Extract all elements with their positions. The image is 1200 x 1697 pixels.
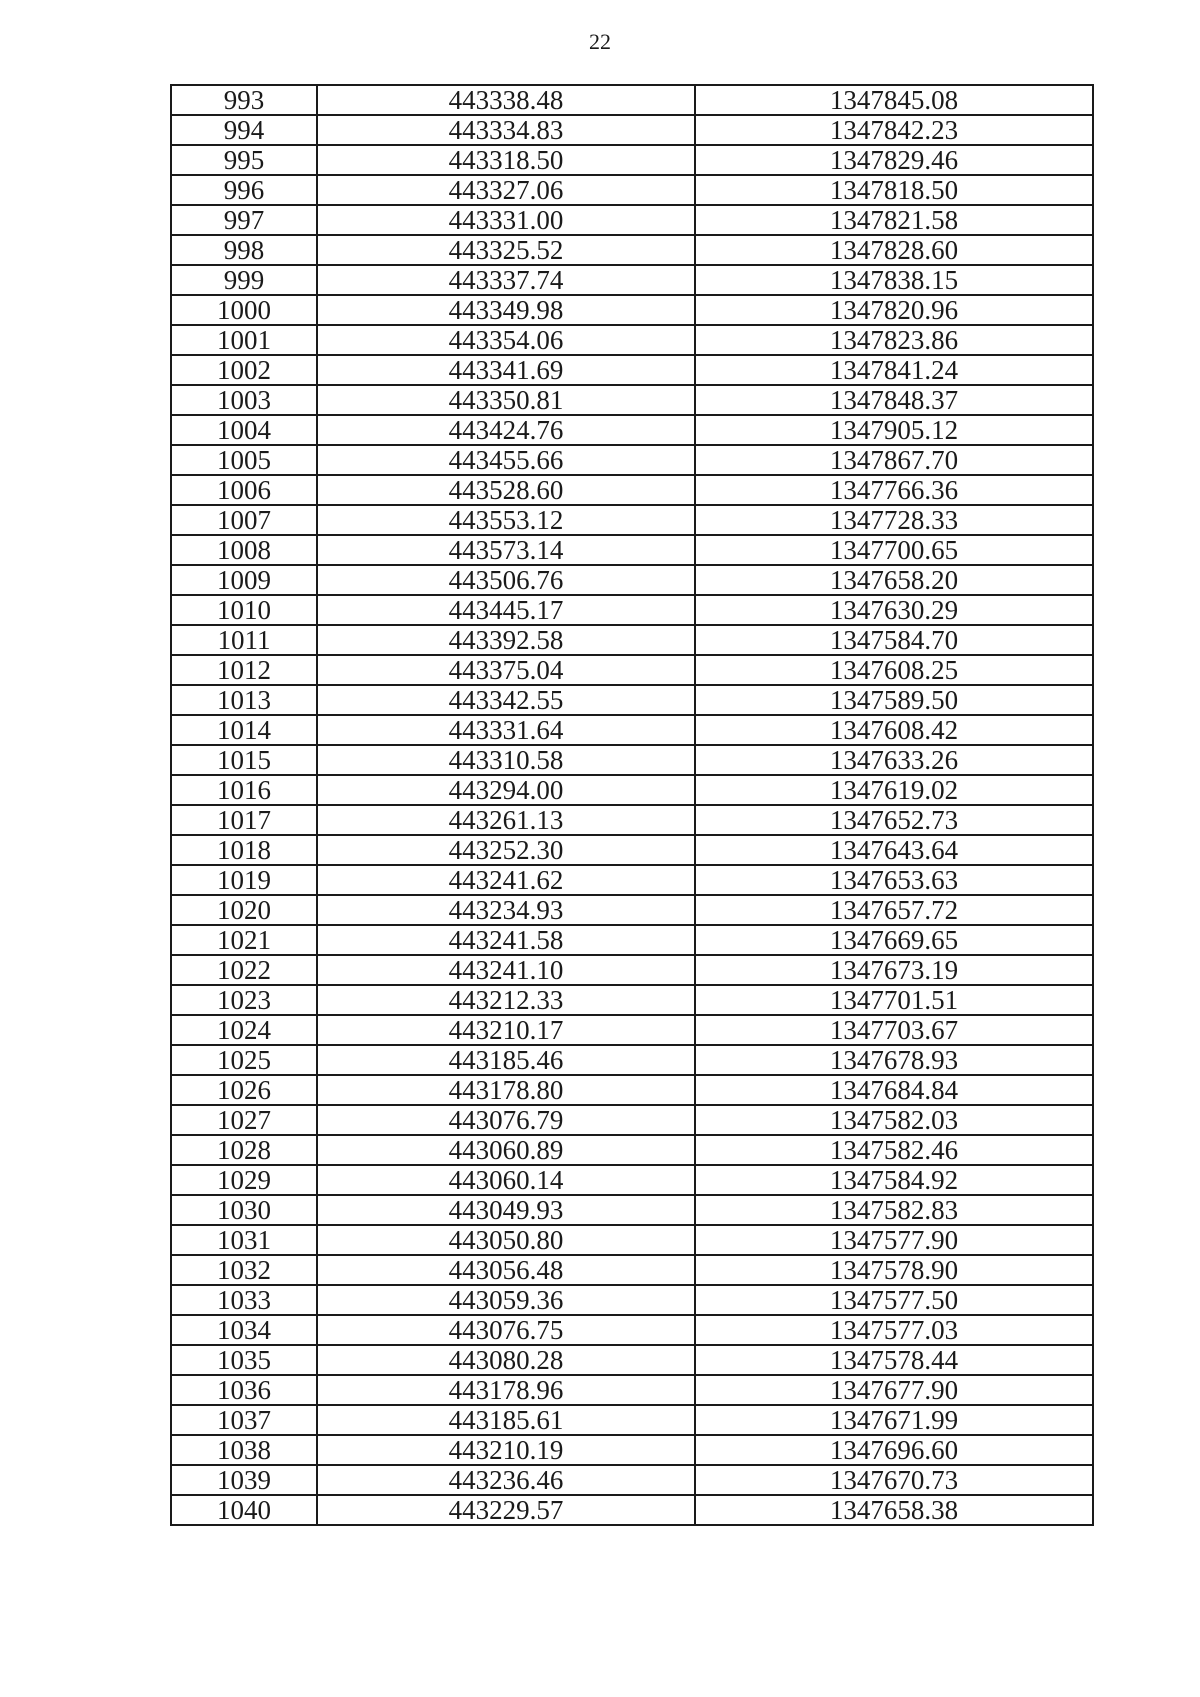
x-coordinate-cell: 443234.93: [317, 895, 695, 925]
y-coordinate-cell: 1347652.73: [695, 805, 1093, 835]
y-coordinate-cell: 1347841.24: [695, 355, 1093, 385]
point-number-cell: 999: [171, 265, 317, 295]
point-number-cell: 1000: [171, 295, 317, 325]
table-row: [171, 1225, 1093, 1255]
table-row: [171, 895, 1093, 925]
y-coordinate-cell: 1347703.67: [695, 1015, 1093, 1045]
point-number-cell: 998: [171, 235, 317, 265]
x-coordinate-cell: 443392.58: [317, 625, 695, 655]
y-coordinate-cell: 1347821.58: [695, 205, 1093, 235]
y-coordinate-cell: 1347673.19: [695, 955, 1093, 985]
point-number-cell: 1024: [171, 1015, 317, 1045]
point-number-cell: 1030: [171, 1195, 317, 1225]
table-row: [171, 655, 1093, 685]
point-number-cell: 1009: [171, 565, 317, 595]
point-number-cell: 1003: [171, 385, 317, 415]
table-row: [171, 1345, 1093, 1375]
x-coordinate-cell: 443050.80: [317, 1225, 695, 1255]
y-coordinate-cell: 1347838.15: [695, 265, 1093, 295]
x-coordinate-cell: 443236.46: [317, 1465, 695, 1495]
y-coordinate-cell: 1347684.84: [695, 1075, 1093, 1105]
point-number-cell: 1023: [171, 985, 317, 1015]
table-row: [171, 1405, 1093, 1435]
x-coordinate-cell: 443331.64: [317, 715, 695, 745]
point-number-cell: 1032: [171, 1255, 317, 1285]
coordinates-table: [170, 84, 1094, 1526]
table-row: [171, 235, 1093, 265]
table-row: [171, 1495, 1093, 1525]
table-row: [171, 175, 1093, 205]
point-number-cell: 1034: [171, 1315, 317, 1345]
y-coordinate-cell: 1347728.33: [695, 505, 1093, 535]
x-coordinate-cell: 443337.74: [317, 265, 695, 295]
y-coordinate-cell: 1347828.60: [695, 235, 1093, 265]
y-coordinate-cell: 1347582.03: [695, 1105, 1093, 1135]
x-coordinate-cell: 443455.66: [317, 445, 695, 475]
table-row: [171, 1165, 1093, 1195]
y-coordinate-cell: 1347677.90: [695, 1375, 1093, 1405]
point-number-cell: 1029: [171, 1165, 317, 1195]
x-coordinate-cell: 443178.96: [317, 1375, 695, 1405]
point-number-cell: 1018: [171, 835, 317, 865]
table-row: [171, 205, 1093, 235]
point-number-cell: 1031: [171, 1225, 317, 1255]
x-coordinate-cell: 443049.93: [317, 1195, 695, 1225]
table-row: [171, 925, 1093, 955]
table-row: [171, 1255, 1093, 1285]
table-row: [171, 145, 1093, 175]
point-number-cell: 1011: [171, 625, 317, 655]
x-coordinate-cell: 443059.36: [317, 1285, 695, 1315]
point-number-cell: 1036: [171, 1375, 317, 1405]
table-row: [171, 475, 1093, 505]
point-number-cell: 1008: [171, 535, 317, 565]
y-coordinate-cell: 1347669.65: [695, 925, 1093, 955]
table-row: [171, 625, 1093, 655]
x-coordinate-cell: 443334.83: [317, 115, 695, 145]
y-coordinate-cell: 1347842.23: [695, 115, 1093, 145]
y-coordinate-cell: 1347658.20: [695, 565, 1093, 595]
point-number-cell: 1037: [171, 1405, 317, 1435]
table-row: [171, 1015, 1093, 1045]
y-coordinate-cell: 1347670.73: [695, 1465, 1093, 1495]
point-number-cell: 1017: [171, 805, 317, 835]
table-row: [171, 865, 1093, 895]
y-coordinate-cell: 1347766.36: [695, 475, 1093, 505]
x-coordinate-cell: 443210.17: [317, 1015, 695, 1045]
table-row: [171, 745, 1093, 775]
x-coordinate-cell: 443318.50: [317, 145, 695, 175]
x-coordinate-cell: 443076.79: [317, 1105, 695, 1135]
x-coordinate-cell: 443076.75: [317, 1315, 695, 1345]
table-row: [171, 775, 1093, 805]
y-coordinate-cell: 1347696.60: [695, 1435, 1093, 1465]
point-number-cell: 1022: [171, 955, 317, 985]
x-coordinate-cell: 443424.76: [317, 415, 695, 445]
point-number-cell: 1013: [171, 685, 317, 715]
x-coordinate-cell: 443375.04: [317, 655, 695, 685]
table-row: [171, 1135, 1093, 1165]
table-row: [171, 415, 1093, 445]
y-coordinate-cell: 1347578.90: [695, 1255, 1093, 1285]
table-row: [171, 1465, 1093, 1495]
x-coordinate-cell: 443252.30: [317, 835, 695, 865]
y-coordinate-cell: 1347577.90: [695, 1225, 1093, 1255]
y-coordinate-cell: 1347608.42: [695, 715, 1093, 745]
y-coordinate-cell: 1347630.29: [695, 595, 1093, 625]
table-row: [171, 1375, 1093, 1405]
point-number-cell: 1019: [171, 865, 317, 895]
y-coordinate-cell: 1347577.03: [695, 1315, 1093, 1345]
point-number-cell: 1035: [171, 1345, 317, 1375]
point-number-cell: 1010: [171, 595, 317, 625]
y-coordinate-cell: 1347700.65: [695, 535, 1093, 565]
y-coordinate-cell: 1347848.37: [695, 385, 1093, 415]
y-coordinate-cell: 1347658.38: [695, 1495, 1093, 1525]
x-coordinate-cell: 443080.28: [317, 1345, 695, 1375]
x-coordinate-cell: 443210.19: [317, 1435, 695, 1465]
point-number-cell: 1020: [171, 895, 317, 925]
table-row: [171, 595, 1093, 625]
x-coordinate-cell: 443056.48: [317, 1255, 695, 1285]
table-row: [171, 955, 1093, 985]
table-row: [171, 445, 1093, 475]
table-row: [171, 325, 1093, 355]
point-number-cell: 1006: [171, 475, 317, 505]
x-coordinate-cell: 443553.12: [317, 505, 695, 535]
table-row: [171, 355, 1093, 385]
table-row: [171, 1105, 1093, 1135]
y-coordinate-cell: 1347818.50: [695, 175, 1093, 205]
y-coordinate-cell: 1347633.26: [695, 745, 1093, 775]
x-coordinate-cell: 443342.55: [317, 685, 695, 715]
page-number: 22: [589, 29, 611, 54]
x-coordinate-cell: 443185.46: [317, 1045, 695, 1075]
x-coordinate-cell: 443241.58: [317, 925, 695, 955]
y-coordinate-cell: 1347845.08: [695, 85, 1093, 115]
x-coordinate-cell: 443331.00: [317, 205, 695, 235]
y-coordinate-cell: 1347584.92: [695, 1165, 1093, 1195]
x-coordinate-cell: 443325.52: [317, 235, 695, 265]
point-number-cell: 1033: [171, 1285, 317, 1315]
point-number-cell: 1016: [171, 775, 317, 805]
table-row: [171, 265, 1093, 295]
table-row: [171, 85, 1093, 115]
x-coordinate-cell: 443354.06: [317, 325, 695, 355]
x-coordinate-cell: 443506.76: [317, 565, 695, 595]
point-number-cell: 1007: [171, 505, 317, 535]
y-coordinate-cell: 1347643.64: [695, 835, 1093, 865]
y-coordinate-cell: 1347653.63: [695, 865, 1093, 895]
x-coordinate-cell: 443178.80: [317, 1075, 695, 1105]
x-coordinate-cell: 443212.33: [317, 985, 695, 1015]
table-row: [171, 1075, 1093, 1105]
point-number-cell: 1001: [171, 325, 317, 355]
table-row: [171, 535, 1093, 565]
point-number-cell: 1015: [171, 745, 317, 775]
table-row: [171, 985, 1093, 1015]
x-coordinate-cell: 443327.06: [317, 175, 695, 205]
table-row: [171, 685, 1093, 715]
y-coordinate-cell: 1347608.25: [695, 655, 1093, 685]
x-coordinate-cell: 443445.17: [317, 595, 695, 625]
x-coordinate-cell: 443349.98: [317, 295, 695, 325]
y-coordinate-cell: 1347678.93: [695, 1045, 1093, 1075]
x-coordinate-cell: 443261.13: [317, 805, 695, 835]
y-coordinate-cell: 1347578.44: [695, 1345, 1093, 1375]
x-coordinate-cell: 443294.00: [317, 775, 695, 805]
y-coordinate-cell: 1347867.70: [695, 445, 1093, 475]
table-row: [171, 1435, 1093, 1465]
point-number-cell: 1028: [171, 1135, 317, 1165]
x-coordinate-cell: 443350.81: [317, 385, 695, 415]
table-row: [171, 565, 1093, 595]
y-coordinate-cell: 1347820.96: [695, 295, 1093, 325]
point-number-cell: 1040: [171, 1495, 317, 1525]
table-row: [171, 1315, 1093, 1345]
y-coordinate-cell: 1347829.46: [695, 145, 1093, 175]
table-row: [171, 115, 1093, 145]
y-coordinate-cell: 1347905.12: [695, 415, 1093, 445]
point-number-cell: 1039: [171, 1465, 317, 1495]
table-row: [171, 1195, 1093, 1225]
x-coordinate-cell: 443060.89: [317, 1135, 695, 1165]
y-coordinate-cell: 1347582.83: [695, 1195, 1093, 1225]
x-coordinate-cell: 443338.48: [317, 85, 695, 115]
point-number-cell: 993: [171, 85, 317, 115]
y-coordinate-cell: 1347701.51: [695, 985, 1093, 1015]
y-coordinate-cell: 1347589.50: [695, 685, 1093, 715]
x-coordinate-cell: 443060.14: [317, 1165, 695, 1195]
x-coordinate-cell: 443229.57: [317, 1495, 695, 1525]
x-coordinate-cell: 443341.69: [317, 355, 695, 385]
table-row: [171, 805, 1093, 835]
y-coordinate-cell: 1347582.46: [695, 1135, 1093, 1165]
x-coordinate-cell: 443528.60: [317, 475, 695, 505]
y-coordinate-cell: 1347657.72: [695, 895, 1093, 925]
x-coordinate-cell: 443310.58: [317, 745, 695, 775]
table-row: [171, 295, 1093, 325]
point-number-cell: 996: [171, 175, 317, 205]
table-row: [171, 505, 1093, 535]
y-coordinate-cell: 1347823.86: [695, 325, 1093, 355]
y-coordinate-cell: 1347577.50: [695, 1285, 1093, 1315]
table-row: [171, 1045, 1093, 1075]
table-row: [171, 1285, 1093, 1315]
point-number-cell: 1025: [171, 1045, 317, 1075]
table-row: [171, 835, 1093, 865]
point-number-cell: 1002: [171, 355, 317, 385]
x-coordinate-cell: 443185.61: [317, 1405, 695, 1435]
table-row: [171, 385, 1093, 415]
point-number-cell: 1012: [171, 655, 317, 685]
x-coordinate-cell: 443241.62: [317, 865, 695, 895]
point-number-cell: 997: [171, 205, 317, 235]
coordinates-table-body: [171, 85, 1093, 1525]
point-number-cell: 995: [171, 145, 317, 175]
y-coordinate-cell: 1347584.70: [695, 625, 1093, 655]
x-coordinate-cell: 443241.10: [317, 955, 695, 985]
point-number-cell: 1038: [171, 1435, 317, 1465]
point-number-cell: 1021: [171, 925, 317, 955]
x-coordinate-cell: 443573.14: [317, 535, 695, 565]
table-row: [171, 715, 1093, 745]
point-number-cell: 994: [171, 115, 317, 145]
point-number-cell: 1005: [171, 445, 317, 475]
y-coordinate-cell: 1347619.02: [695, 775, 1093, 805]
y-coordinate-cell: 1347671.99: [695, 1405, 1093, 1435]
point-number-cell: 1027: [171, 1105, 317, 1135]
point-number-cell: 1004: [171, 415, 317, 445]
point-number-cell: 1026: [171, 1075, 317, 1105]
point-number-cell: 1014: [171, 715, 317, 745]
